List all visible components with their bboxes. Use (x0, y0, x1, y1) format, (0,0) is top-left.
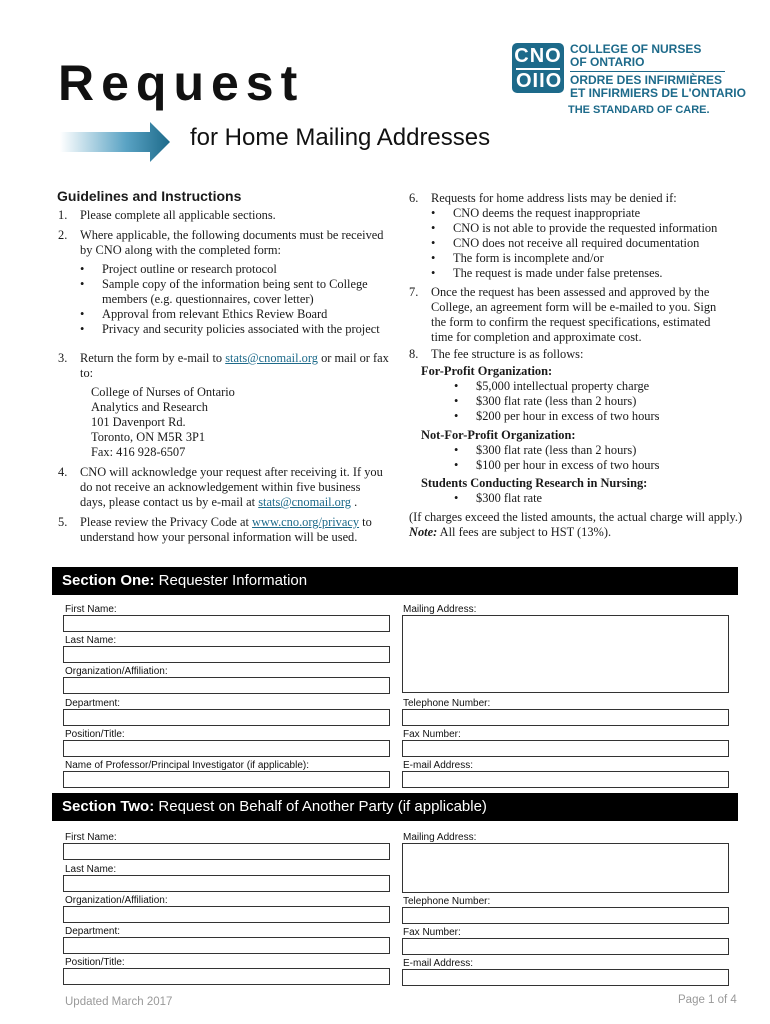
list-item: • $300 flat rate (476, 491, 542, 506)
page-number: Page 1 of 4 (678, 994, 737, 1006)
mailing-address-label: Mailing Address: (403, 832, 477, 843)
requester-telephone-field[interactable] (402, 709, 729, 726)
requester-first-name-field[interactable] (63, 615, 390, 632)
requester-professor-field[interactable] (63, 771, 390, 788)
section-one-header: Section One: Requester Information (52, 567, 738, 595)
list-item: • CNO does not receive all required documentation (453, 236, 699, 251)
fee-note-hst: Note: All fees are subject to HST (13%). (409, 525, 612, 539)
requester-organization-field[interactable] (63, 677, 390, 694)
position-label: Position/Title: (65, 729, 125, 740)
organization-label: Organization/Affiliation: (65, 895, 168, 906)
requester-email-field[interactable] (402, 771, 729, 788)
party-department-field[interactable] (63, 937, 390, 954)
fax-label: Fax Number: (403, 927, 461, 938)
party-fax-field[interactable] (402, 938, 729, 955)
party-last-name-field[interactable] (63, 875, 390, 892)
list-item: • $200 per hour in excess of two hours (476, 409, 659, 424)
first-name-label: First Name: (65, 832, 117, 843)
requester-department-field[interactable] (63, 709, 390, 726)
fee-heading-students: Students Conducting Research in Nursing: (421, 476, 648, 490)
party-email-field[interactable] (402, 969, 729, 986)
party-telephone-field[interactable] (402, 907, 729, 924)
department-label: Department: (65, 698, 121, 709)
professor-label: Name of Professor/Principal Investigator (if applicable): (65, 760, 309, 771)
logo-tagline: THE STANDARD OF CARE. (568, 104, 710, 116)
page-subtitle: for Home Mailing Addresses (190, 124, 491, 151)
party-first-name-field[interactable] (63, 843, 390, 860)
guidelines-right-column: 6. Requests for home address lists may be denied if: • CNO deems the request inappropriate • CNO is not able to provide the requested information • CNO does not receive all required documentation • The form is incomplete and/or • The request is made under false pretenses. 7. Once the request has been assessed and approved by the College, an agreement form will be e-mailed to you. Sign the form to confirm the request specifications, estimated time for completion and approximate cost. 8. The fee structure is as follows: For-Profit Organization: • $5,000 intellectual property charge • $300 flat rate (less than 2 hours) • $200 per hour in excess of two hours Not-For-Profit Organization: • $300 flat rate (less than 2 hours) • $100 per hour in excess of two hours Students Conducting Research in Nursing: • $300 flat rate (If charges exceed the listed amounts, the actual charge will apply.) Note: All fees are subject to HST (13%). (409, 191, 739, 541)
telephone-label: Telephone Number: (403, 698, 491, 709)
requester-position-field[interactable] (63, 740, 390, 757)
party-mailing-address-field[interactable] (402, 843, 729, 893)
email-label: E-mail Address: (403, 958, 474, 969)
party-organization-field[interactable] (63, 906, 390, 923)
last-name-label: Last Name: (65, 864, 117, 875)
list-item: • Sample copy of the information being sent to College (102, 277, 368, 292)
list-item: • $100 per hour in excess of two hours (476, 458, 659, 473)
list-item: • $5,000 intellectual property charge (476, 379, 649, 394)
requester-fax-field[interactable] (402, 740, 729, 757)
list-item: • Privacy and security policies associated with the project (102, 322, 380, 337)
email-label: E-mail Address: (403, 760, 474, 771)
requester-last-name-field[interactable] (63, 646, 390, 663)
organization-label: Organization/Affiliation: (65, 666, 168, 677)
section-two-header: Section Two: Request on Behalf of Another Party (if applicable) (52, 793, 738, 821)
fee-heading-for-profit: For-Profit Organization: (421, 364, 553, 378)
cno-logo: CNO OIIO (512, 43, 564, 93)
first-name-label: First Name: (65, 604, 117, 615)
fee-heading-nonprofit: Not-For-Profit Organization: (421, 428, 576, 442)
telephone-label: Telephone Number: (403, 896, 491, 907)
page-title: Request (58, 55, 305, 111)
mailing-address-label: Mailing Address: (403, 604, 477, 615)
requester-mailing-address-field[interactable] (402, 615, 729, 693)
list-item: • $300 flat rate (less than 2 hours) (476, 443, 636, 458)
list-item: • CNO is not able to provide the requested information (453, 221, 717, 236)
fax-label: Fax Number: (403, 729, 461, 740)
stats-email-link[interactable]: stats@cnomail.org (258, 495, 351, 509)
last-name-label: Last Name: (65, 635, 117, 646)
list-item: • The form is incomplete and/or (453, 251, 604, 266)
list-item-continuation: members (e.g. questionnaires, cover letter) (102, 292, 314, 306)
logo-text: COLLEGE OF NURSES OF ONTARIO ORDRE DES INFIRMIÈRES ET INFIRMIERS DE L'ONTARIO (570, 42, 746, 100)
guidelines-heading: Guidelines and Instructions (57, 188, 242, 204)
list-item: • Project outline or research protocol (102, 262, 277, 277)
cno-address: College of Nurses of Ontario Analytics and Research 101 Davenport Rd. Toronto, ON M5R 3P1 Fax: 416 928-6507 (91, 385, 235, 459)
department-label: Department: (65, 926, 121, 937)
updated-date: Updated March 2017 (65, 996, 173, 1008)
privacy-code-link[interactable]: www.cno.org/privacy (252, 515, 360, 529)
guidelines-left-column: 1. Please complete all applicable sections. 2. Where applicable, the following documents must be received by CNO along with the completed form: • Project outline or research protocol • Sample copy of the information being sent to College members (e.g. questionnaires, cover letter) • Approval from relevant Ethics Review Board • Privacy and security policies associated with the project 3. Return the form by e-mail to stats@cnomail.org or mail or fax to: College of Nurses of Ontario Analytics and Research 101 Davenport Rd. Toronto, ON M5R 3P1 Fax: 416 928-6507 4. CNO will acknowledge your request after receiving it. If you do not receive an acknowledgement within five business days, please contact us by e-mail at stats@cnomail.org . 5. Please review the Privacy Code at www.cno.org/privacy to understand how your personal information will be used. (58, 208, 398, 548)
list-item: • Approval from relevant Ethics Review Board (102, 307, 327, 322)
position-label: Position/Title: (65, 957, 125, 968)
party-position-field[interactable] (63, 968, 390, 985)
list-item: • $300 flat rate (less than 2 hours) (476, 394, 636, 409)
stats-email-link[interactable]: stats@cnomail.org (225, 351, 318, 365)
list-item: • The request is made under false pretenses. (453, 266, 663, 281)
arrow-graphic (60, 122, 170, 162)
fee-note-charges: (If charges exceed the listed amounts, the actual charge will apply.) (409, 510, 743, 524)
list-item: • CNO deems the request inappropriate (453, 206, 640, 221)
